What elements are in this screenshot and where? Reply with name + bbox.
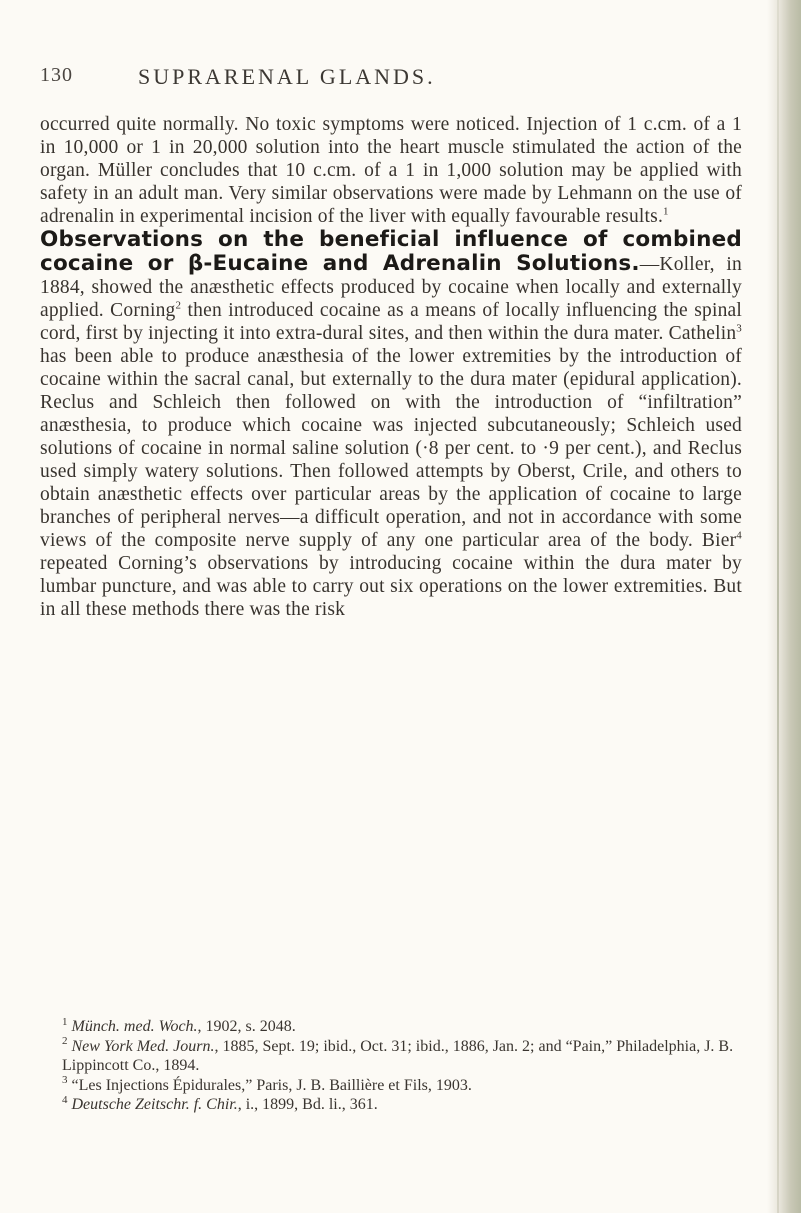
section-heading: Observations on the beneficial influence of combined cocaine or β-Eucaine and Adrenalin Solutions.: [40, 227, 742, 276]
footnotes: [40, 1017, 745, 1115]
footnote-number: 2: [62, 1035, 68, 1048]
section-paragraph: [40, 228, 742, 621]
binding-edge: [777, 0, 779, 1213]
body-text: [40, 113, 742, 621]
footnote-ref-2: 2: [175, 299, 182, 312]
footnote-source: Münch. med. Woch.: [71, 1018, 198, 1035]
paragraph-1-text: occurred quite normally. No toxic symptoms were noticed. Injection of 1 c.cm. of a 1 in 10,000 or 1 in 20,000 solution into the heart muscle stimulated the action of the organ. Müller concludes that 10 c.cm. of a 1 in 1,000 solution may be applied with safety in an adult man. Very similar observations were made by Lehmann on the use of adrenalin in experimental incision of the liver with equally favourable results.: [40, 114, 742, 227]
running-header: [40, 64, 740, 90]
footnote-number: 1: [62, 1015, 68, 1028]
section-text-2: then introduced cocaine as a means of locally influencing the spinal cord, first by injecting it into extra-dural sites, and then within the dura mater. Cathelin: [40, 300, 743, 344]
section-text-1: —Koller, in 1884, showed the anæsthetic effects produced by cocaine when locally and externally applied. Corning: [40, 254, 743, 321]
footnote-source: Deutsche Zeitschr. f. Chir.: [71, 1096, 238, 1113]
page-number: 130: [40, 64, 73, 86]
footnote-ref-3: 3: [736, 322, 742, 335]
footnote-1: [40, 1017, 745, 1037]
paragraph-continuation: [40, 113, 742, 228]
footnote-4: [40, 1095, 745, 1115]
footnote-2: [40, 1037, 745, 1076]
footnote-detail: , 1902, s. 2048.: [197, 1018, 296, 1035]
running-title: SUPRARENAL GLANDS.: [138, 64, 436, 89]
footnote-ref-4: 4: [736, 529, 742, 542]
section-text-3: has been able to produce anæsthesia of the lower extremities by the introduction of cocaine within the sacral canal, but externally to the dura mater (epidural application). Reclus and Schleich then followed on with the introduction of “infiltration” anæsthesia, to produce which cocaine was injected subcutaneously; Schleich used solutions of cocaine in normal saline solution (·8 per cent. to ·9 per cent.), and Reclus used simply watery solutions. Then followed attempts by Oberst, Crile, and others to obtain anæsthetic effects over particular areas by the application of cocaine to large branches of peripheral nerves—a difficult operation, and not in accordance with some views of the composite nerve supply of any one particular area of the body. Bier: [40, 346, 742, 551]
section-text-4: repeated Corning’s observations by introducing cocaine within the dura mater by lumbar puncture, and was able to carry out six operations on the lower extremities. But in all these methods there was the risk: [40, 553, 742, 620]
footnote-detail: , i., 1899, Bd. li., 361.: [237, 1096, 378, 1113]
footnote-number: 3: [62, 1074, 68, 1087]
footnote-3: [40, 1076, 745, 1096]
footnote-detail: “Les Injections Épidurales,” Paris, J. B. Baillière et Fils, 1903.: [71, 1076, 472, 1094]
footnote-number: 4: [62, 1093, 68, 1106]
footnote-detail: , 1885, Sept. 19; ibid., Oct. 31; ibid., 1886, Jan. 2; and “Pain,” Philadelphia, J. B. Lippincott Co., 1894.: [62, 1037, 734, 1074]
footnote-ref-1: 1: [663, 205, 669, 218]
footnote-source: New York Med. Journ.: [71, 1037, 215, 1055]
page-edge-shadow: [767, 0, 801, 1213]
